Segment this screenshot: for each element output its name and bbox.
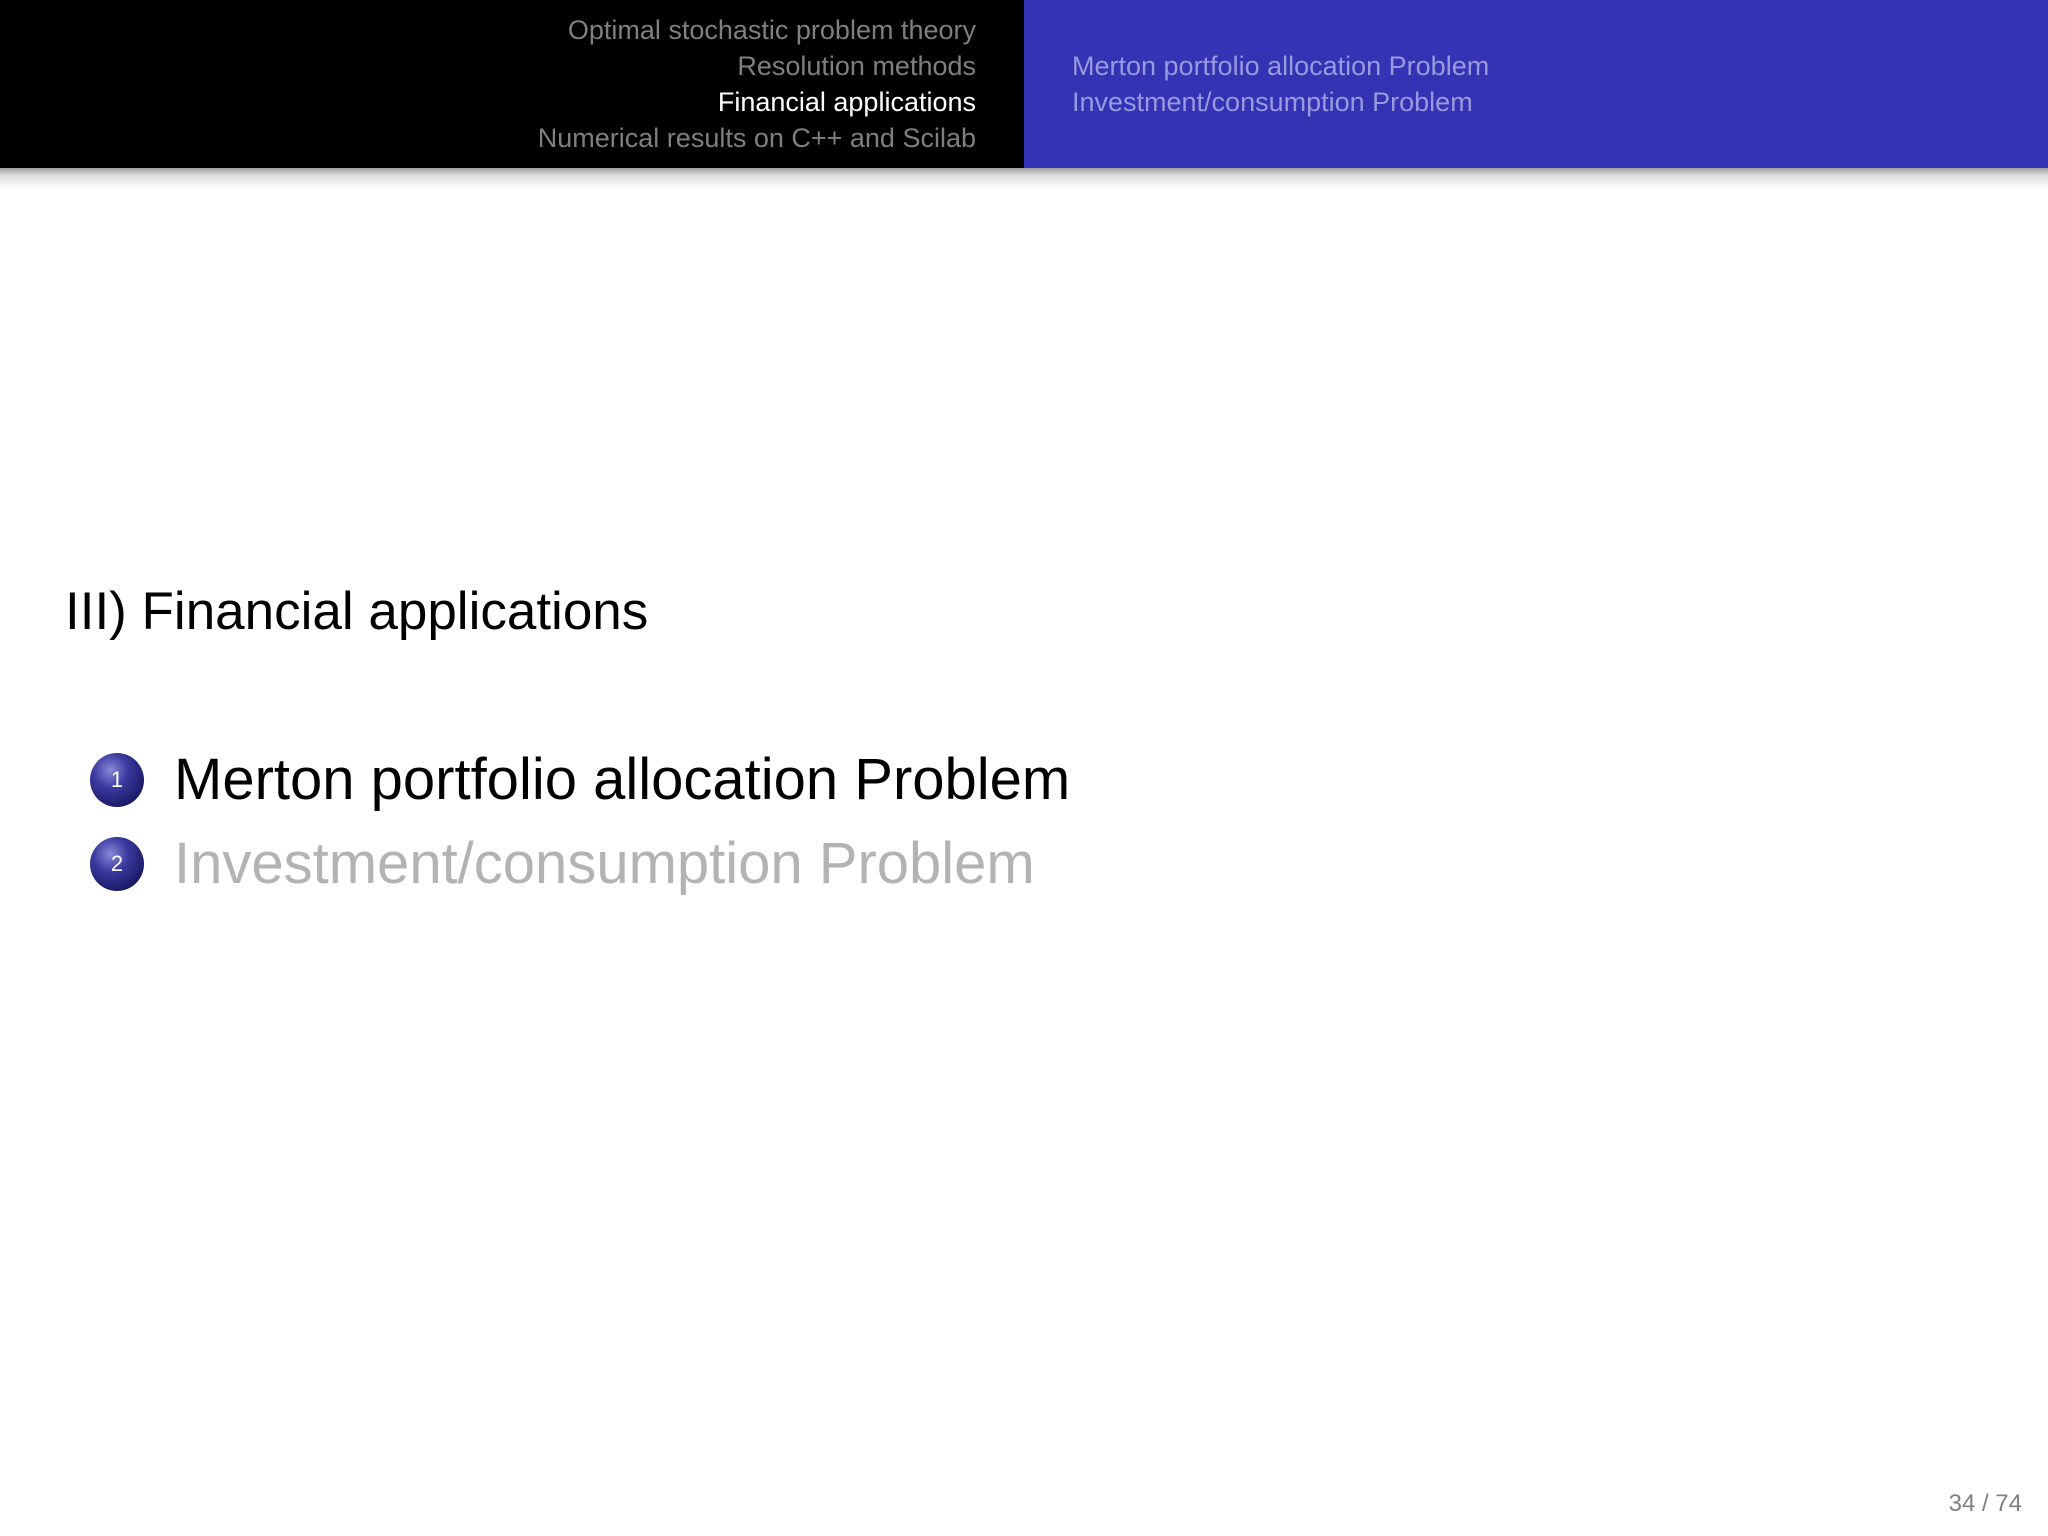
part-title: III) Financial applications <box>65 582 649 641</box>
section-link-optimal-stochastic-theory[interactable]: Optimal stochastic problem theory <box>567 15 976 45</box>
section-list <box>538 12 976 156</box>
item-number-ball: 2 <box>90 837 144 891</box>
item-number-ball: 1 <box>90 753 144 807</box>
navigation-header <box>0 0 2048 168</box>
toc-item-investment-consumption[interactable] <box>90 822 1070 906</box>
section-link-financial-applications[interactable]: Financial applications <box>717 87 976 117</box>
section-link-numerical-results[interactable]: Numerical results on C++ and Scilab <box>537 123 976 153</box>
toc-item-merton[interactable] <box>90 738 1070 822</box>
page-number: 34 / 74 <box>1948 1490 2022 1517</box>
toc-item-label: Merton portfolio allocation Problem <box>174 747 1071 812</box>
toc-item-label: Investment/consumption Problem <box>174 831 1035 896</box>
section-navigation <box>0 0 1024 168</box>
subsection-navigation <box>1024 0 2048 168</box>
section-link-resolution-methods[interactable]: Resolution methods <box>737 51 976 81</box>
subsection-link-merton[interactable]: Merton portfolio allocation Problem <box>1072 51 1490 81</box>
subsection-list <box>1072 48 1489 120</box>
header-shadow <box>0 168 2048 190</box>
subsection-link-investment-consumption[interactable]: Investment/consumption Problem <box>1072 87 1473 117</box>
table-of-contents <box>90 738 1070 906</box>
